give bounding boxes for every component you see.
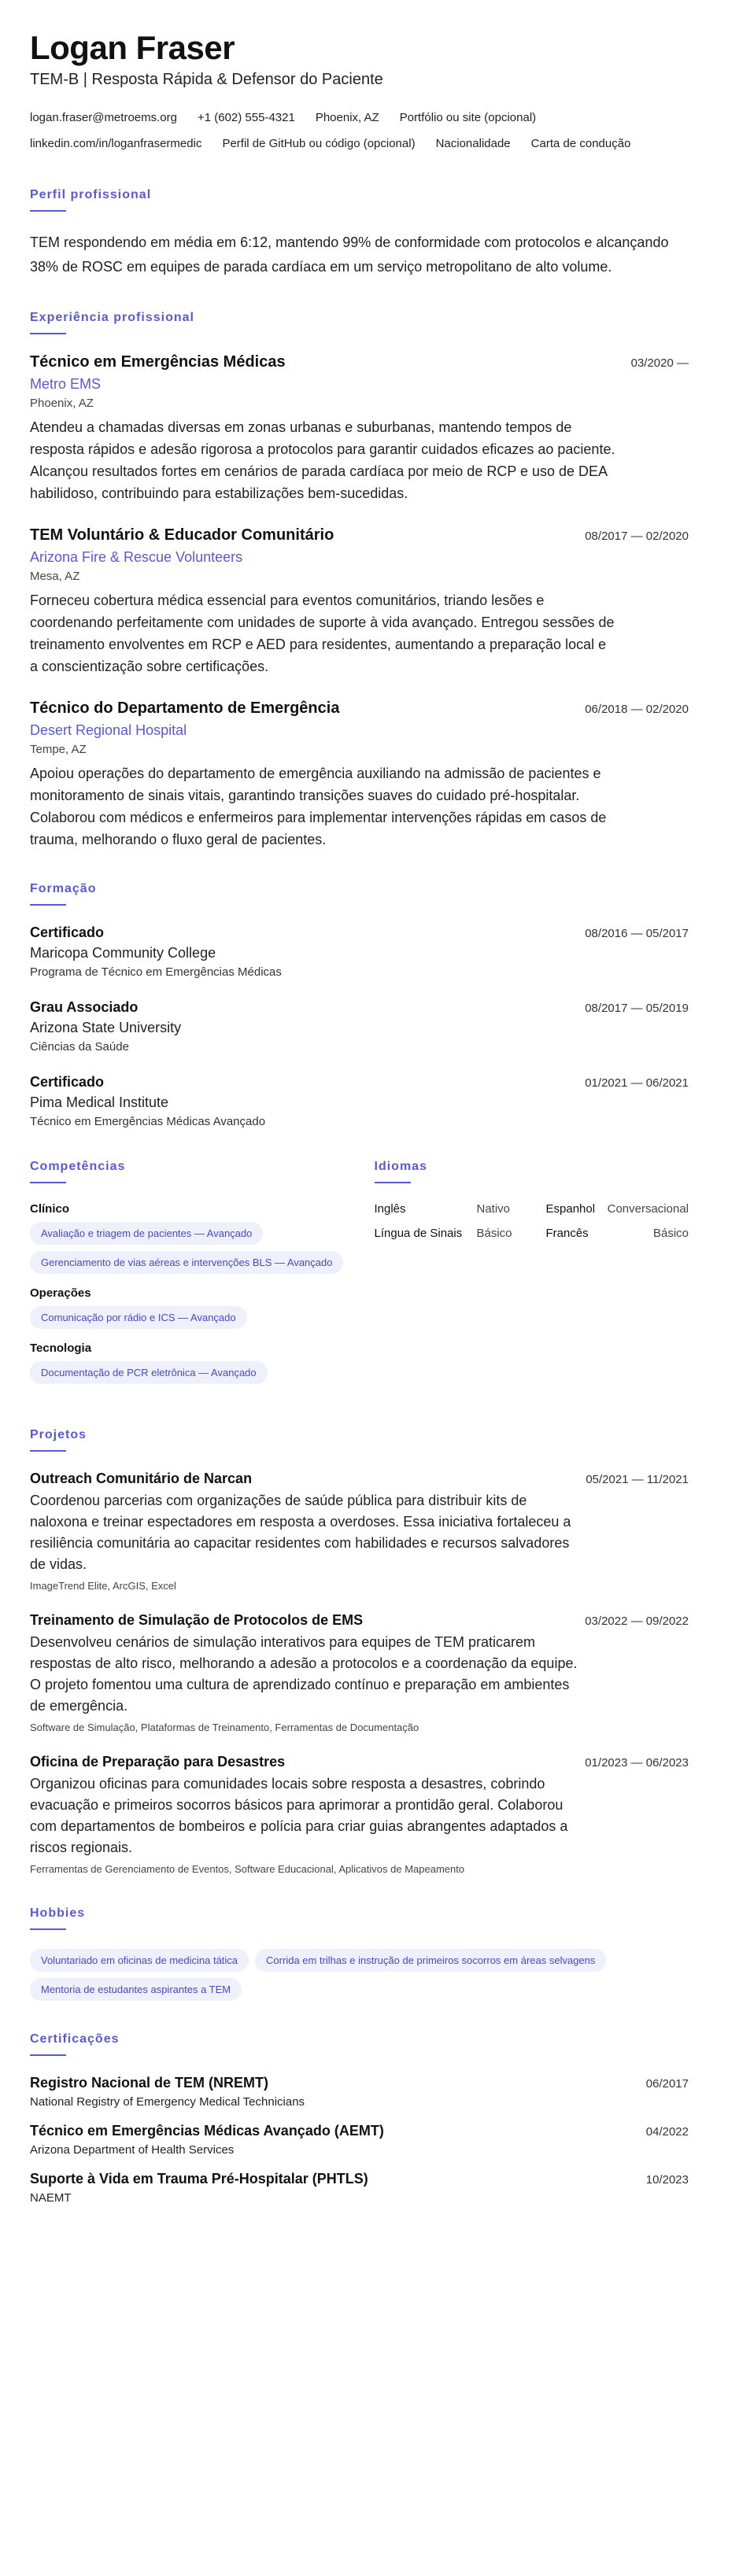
certification-org: National Registry of Emergency Medical Technicians [30, 2095, 305, 2109]
skill-chip: Avaliação e triagem de pacientes — Avançado [30, 1222, 263, 1245]
education-school: Pima Medical Institute [30, 1094, 169, 1111]
certification-org: Arizona Department of Health Services [30, 2143, 235, 2157]
experience-section [30, 311, 689, 851]
project-date: 03/2022 — 09/2022 [585, 1615, 689, 1629]
certification-item [30, 2075, 689, 2109]
section-title: Competências [30, 1160, 126, 1174]
contact-github[interactable]: Perfil de GitHub ou código (opcional) [222, 137, 416, 151]
headline: TEM-B | Resposta Rápida & Defensor do Paciente [30, 71, 383, 89]
education-item [30, 1074, 689, 1128]
section-divider [30, 1450, 66, 1452]
education-field: Técnico em Emergências Médicas Avançado [30, 1115, 266, 1129]
certification-item [30, 2171, 689, 2205]
project-title: Treinamento de Simulação de Protocolos de EMS [30, 1612, 364, 1629]
job-description: Forneceu cobertura médica essencial para eventos comunitários, triando lesões e coordenando perfeitamente com unidades de suporte à vida avançado. Entregou sessões de treinamento envolventes em RCP e AED para residentes, aumentando a preparação local e a conscientização sobre certificações. [30, 592, 615, 675]
job-description: Atendeu a chamadas diversas em zonas urbanas e suburbanas, mantendo tempos de resposta rápidos e adesão rigorosa a protocolos para garantir cuidados eficazes ao paciente. Alcançou resultados fortes em cenários de parada cardíaca por meio de RCP e uso de DEA habilidoso, contribuindo para estabilizações bem-sucedidas. [30, 419, 615, 502]
skill-chip: Documentação de PCR eletrônica — Avançado [30, 1361, 268, 1384]
project-item [30, 1471, 689, 1592]
job-title: Técnico em Emergências Médicas [30, 353, 286, 371]
language-level: Nativo [476, 1202, 511, 1216]
contact-driving-license: Carta de condução [530, 137, 631, 151]
contact-linkedin[interactable]: linkedin.com/in/loganfrasermedic [30, 137, 202, 151]
job-date: 03/2020 — [630, 356, 689, 371]
section-divider [30, 904, 66, 906]
education-date: 08/2016 — 05/2017 [585, 927, 689, 941]
certification-org: NAEMT [30, 2191, 72, 2205]
hobby-chip: Mentoria de estudantes aspirantes a TEM [30, 1978, 242, 2001]
contact-location: Phoenix, AZ [315, 111, 379, 125]
skill-group [30, 1286, 345, 1329]
job-company: Arizona Fire & Rescue Volunteers [30, 549, 243, 566]
certification-item [30, 2123, 689, 2157]
language-list [375, 1202, 689, 1240]
education-degree: Certificado [30, 1074, 105, 1091]
section-title: Formação [30, 882, 97, 896]
certification-name: Técnico em Emergências Médicas Avançado (AEMT) [30, 2123, 384, 2139]
skill-group [30, 1342, 345, 1384]
job-company: Desert Regional Hospital [30, 722, 187, 739]
contact-email[interactable]: logan.fraser@metroems.org [30, 111, 177, 125]
education-school: Arizona State University [30, 1020, 182, 1036]
education-date: 08/2017 — 05/2019 [585, 1002, 689, 1016]
section-divider [30, 2054, 66, 2056]
education-field: Programa de Técnico em Emergências Médicas [30, 965, 282, 980]
project-item [30, 1612, 689, 1733]
job-location: Tempe, AZ [30, 743, 87, 757]
section-divider [30, 333, 66, 334]
certification-name: Suporte à Vida em Trauma Pré-Hospitalar (PHTLS) [30, 2171, 368, 2187]
certification-date: 06/2017 [645, 2077, 689, 2091]
contact-phone[interactable]: +1 (602) 555-4321 [197, 111, 295, 125]
projects-section [30, 1428, 689, 1875]
language-level: Básico [652, 1227, 689, 1241]
education-item [30, 999, 689, 1054]
contact-list [30, 105, 689, 157]
section-title: Certificações [30, 2032, 120, 2046]
section-divider [30, 1182, 66, 1183]
project-tech: Ferramentas de Gerenciamento de Eventos, Software Educacional, Aplicativos de Mapeamento [30, 1863, 465, 1876]
language-name: Espanhol [545, 1202, 596, 1216]
skills-section [30, 1160, 345, 1397]
project-item [30, 1754, 689, 1875]
section-title: Perfil profissional [30, 188, 152, 202]
experience-item [30, 353, 689, 504]
job-title: TEM Voluntário & Educador Comunitário [30, 526, 334, 544]
certifications-section [30, 2032, 689, 2205]
section-title: Projetos [30, 1428, 87, 1442]
education-date: 01/2021 — 06/2021 [585, 1076, 689, 1091]
resume-header [30, 30, 689, 157]
contact-portfolio[interactable]: Portfólio ou site (opcional) [399, 111, 537, 125]
education-section [30, 882, 689, 1128]
skill-group [30, 1202, 345, 1274]
job-location: Mesa, AZ [30, 570, 80, 584]
job-title: Técnico do Departamento de Emergência [30, 699, 340, 718]
language-level: Conversacional [607, 1202, 689, 1216]
skill-category: Clínico [30, 1202, 70, 1216]
project-tech: Software de Simulação, Plataformas de Treinamento, Ferramentas de Documentação [30, 1722, 419, 1734]
project-description: Organizou oficinas para comunidades locais sobre resposta a desastres, cobrindo evacuação e primeiros socorros básicos para aprimorar a prontidão geral. Colaborou com departamentos de bombeiros e polícia para criar guias abrangentes adaptados a riscos regionais. [30, 1776, 568, 1856]
education-degree: Grau Associado [30, 999, 139, 1016]
section-divider [30, 1928, 66, 1930]
summary-text: TEM respondendo em média em 6:12, mantendo 99% de conformidade com protocolos e alcançando 38% de ROSC em equipes de parada cardíaca em um serviço metropolitano de alto volume. [30, 234, 669, 275]
hobby-list [30, 1949, 689, 2001]
language-name: Inglês [374, 1202, 406, 1216]
skill-category: Tecnologia [30, 1342, 92, 1356]
section-divider [375, 1182, 411, 1183]
skill-chip: Comunicação por rádio e ICS — Avançado [30, 1306, 247, 1329]
skills-languages-row [30, 1160, 689, 1397]
section-title: Hobbies [30, 1906, 86, 1921]
project-description: Desenvolveu cenários de simulação interativos para equipes de TEM praticarem respostas de alto risco, melhorando a adesão a protocolos e a coordenação da equipe. O projeto fomentou uma cultura de aprendizado contínuo e preparação em ambientes de emergência. [30, 1634, 578, 1714]
education-degree: Certificado [30, 924, 105, 941]
hobbies-section [30, 1906, 689, 2001]
project-title: Oficina de Preparação para Desastres [30, 1754, 286, 1770]
job-location: Phoenix, AZ [30, 397, 94, 411]
candidate-name: Logan Fraser [30, 29, 235, 66]
language-name: Francês [545, 1227, 589, 1241]
project-description: Coordenou parcerias com organizações de saúde pública para distribuir kits de naloxona e treinar espectadores em resposta a overdoses. Essa iniciativa fortaleceu a resiliência comunitária ao capacitar residentes com habilidades e recursos salvadores de vidas. [30, 1493, 571, 1573]
certification-name: Registro Nacional de TEM (NREMT) [30, 2075, 269, 2091]
job-date: 06/2018 — 02/2020 [585, 703, 689, 717]
language-level: Básico [476, 1227, 512, 1241]
job-description: Apoiou operações do departamento de emergência auxiliando na admissão de pacientes e monitoramento de sinais vitais, garantindo transições suaves do cuidado pré-hospitalar. Colaborou com médicos e enfermeiros para implementar intervenções rápidas em casos de trauma, melhorando o fluxo geral de pacientes. [30, 766, 607, 848]
languages-section [375, 1160, 689, 1397]
education-field: Ciências da Saúde [30, 1040, 129, 1054]
section-divider [30, 210, 66, 212]
certification-date: 04/2022 [645, 2125, 689, 2139]
project-tech: ImageTrend Elite, ArcGIS, Excel [30, 1580, 176, 1592]
education-school: Maricopa Community College [30, 945, 216, 961]
section-title: Idiomas [374, 1160, 427, 1174]
experience-item [30, 526, 689, 677]
section-title: Experiência profissional [30, 311, 194, 325]
summary-section [30, 188, 689, 279]
project-date: 01/2023 — 06/2023 [585, 1756, 689, 1770]
education-item [30, 924, 689, 979]
job-company: Metro EMS [30, 376, 102, 393]
contact-nationality: Nacionalidade [435, 137, 511, 151]
language-name: Língua de Sinais [374, 1227, 463, 1241]
skill-category: Operações [30, 1286, 91, 1301]
experience-item [30, 699, 689, 851]
skill-chip: Gerenciamento de vias aéreas e intervenções BLS — Avançado [30, 1251, 343, 1274]
certification-date: 10/2023 [645, 2173, 689, 2187]
hobby-chip: Corrida em trilhas e instrução de primeiros socorros em áreas selvagens [255, 1949, 606, 1972]
job-date: 08/2017 — 02/2020 [585, 530, 689, 544]
hobby-chip: Voluntariado em oficinas de medicina tática [30, 1949, 249, 1972]
project-date: 05/2021 — 11/2021 [586, 1473, 689, 1487]
project-title: Outreach Comunitário de Narcan [30, 1471, 253, 1487]
